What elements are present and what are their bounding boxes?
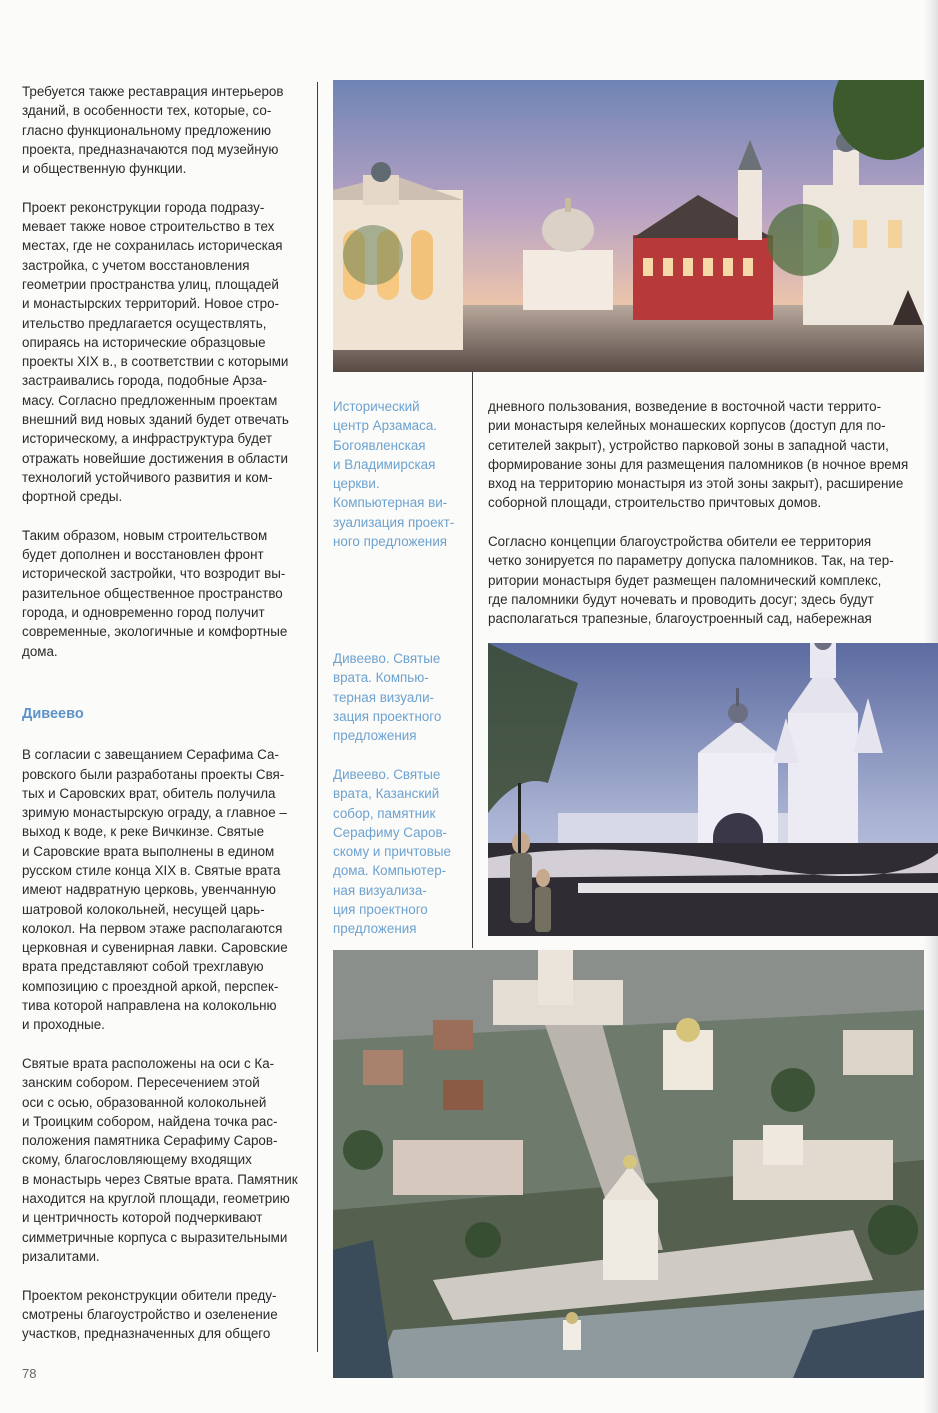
- text-line: предложения: [333, 921, 417, 937]
- text-line: тива которой направлена на колокольню: [22, 998, 277, 1014]
- text-line: формирование зоны для размещения паломников (в ночное время: [488, 456, 909, 472]
- text-line: геометрии пространства улиц, площадей: [22, 276, 279, 292]
- text-line: находится на круглой площади, геометрию: [22, 1191, 290, 1207]
- paragraph-historic-front: [22, 526, 306, 661]
- text-line: опираясь на исторические образцовые: [22, 334, 266, 350]
- text-line: отражать новейшие достижения в области: [22, 450, 288, 466]
- text-line: гласно функциональному предложению: [22, 122, 272, 138]
- text-line: технологий устойчивого развития и ком-: [22, 469, 273, 485]
- text-line: ровского были разработаны проекты Свя-: [22, 766, 285, 782]
- text-line: Согласно концепции благоустройства обители ее территория: [488, 534, 872, 550]
- text-line: современные, экологичные и комфортные: [22, 624, 288, 640]
- text-line: разительное общественное пространство: [22, 585, 283, 601]
- text-line: скому и причтовые: [333, 844, 451, 860]
- text-line: ная визуализа-: [333, 882, 427, 898]
- paragraph-day-use: [488, 397, 928, 513]
- text-line: дневного пользования, возведение в восточной части террито-: [488, 399, 882, 414]
- text-line: ного предложения: [333, 534, 448, 550]
- text-line: скому, благословляющему входящих: [22, 1152, 252, 1168]
- text-line: и проходные.: [22, 1017, 105, 1033]
- photo-arzamas-center: [333, 80, 924, 372]
- text-line: и центричность которой подчеркивают: [22, 1210, 263, 1226]
- column-rule-middle: [472, 370, 473, 948]
- section-heading-diveevo: Дивеево: [22, 705, 84, 722]
- text-line: сетителей закрыт), устройство парковой зоны в западной части,: [488, 437, 889, 453]
- text-line: предложения: [333, 728, 417, 744]
- diveevo-gates-illustration: [488, 643, 938, 936]
- text-line: и монастырских территорий. Новое стро-: [22, 296, 280, 312]
- aerial-illustration: [333, 950, 924, 1378]
- text-line: дома. Компьютер-: [333, 863, 447, 879]
- text-line: где паломники будут ночевать и проводить досуг; здесь будут: [488, 591, 874, 607]
- text-line: зданий, в особенности тех, которые, со-: [22, 103, 272, 119]
- text-line: Серафиму Саров-: [333, 824, 448, 840]
- paragraph-gates: [22, 745, 306, 1034]
- paragraph-restoration: [22, 82, 306, 178]
- text-line: русском стиле конца XIX в. Святые врата: [22, 862, 281, 878]
- text-line: колокол. На первом этаже располагаются: [22, 920, 283, 936]
- page-number: 78: [22, 1366, 37, 1381]
- text-line: соборной площади, строительство причтовых домов.: [488, 495, 822, 511]
- text-line: зуализация проект-: [333, 514, 455, 530]
- text-line: церковная и сувенирная лавки. Саровские: [22, 940, 288, 956]
- text-line: тых и Саровских врат, обитель получила: [22, 785, 276, 801]
- text-line: дома.: [22, 643, 58, 659]
- caption-kazan-cathedral: [333, 765, 469, 939]
- text-line: оси с осью, образованной колокольней: [22, 1094, 267, 1110]
- text-line: застройка, с учетом восстановления: [22, 257, 250, 273]
- text-line: четко зонируется по параметру допуска паломников. Так, на тер-: [488, 553, 894, 569]
- text-line: терная визуали-: [333, 689, 435, 705]
- text-line: города, и одновременно город получит: [22, 605, 265, 621]
- text-line: проекта, предназначаются под музейную: [22, 141, 279, 157]
- paragraph-axis: [22, 1054, 306, 1266]
- column-rule-left: [317, 82, 318, 1352]
- text-line: ритории монастыря будет размещен паломнический комплекс,: [488, 572, 882, 588]
- text-line: Проект реконструкции города подразу-: [22, 199, 265, 215]
- text-line: масу. Согласно предложенным проектам: [22, 392, 278, 408]
- text-line: и Троицким собором, найдена точка рас-: [22, 1113, 278, 1129]
- text-line: В согласии с завещанием Серафима Са-: [22, 747, 279, 763]
- text-line: и Владимирская: [333, 456, 436, 472]
- text-line: фортной среды.: [22, 489, 123, 505]
- text-line: ительство предлагается осуществлять,: [22, 315, 267, 331]
- caption-holy-gates: [333, 649, 469, 745]
- text-line: будет дополнен и восстановлен фронт: [22, 547, 264, 563]
- text-line: церкви.: [333, 476, 380, 492]
- text-line: располагаться трапезные, благоустроенный сад, набережная: [488, 611, 872, 627]
- text-line: вход на территорию монастыря из этой зоны закрыт), расширение: [488, 476, 904, 492]
- text-line: Исторический: [333, 399, 420, 414]
- text-line: участков, предназначенных для общего: [22, 1326, 271, 1342]
- text-line: врата представляют собой трехглавую: [22, 959, 264, 975]
- text-line: врата. Компью-: [333, 670, 429, 686]
- right-text-column: [488, 397, 928, 629]
- text-line: и общественную функции.: [22, 161, 187, 177]
- text-line: Дивеево. Святые: [333, 651, 441, 666]
- text-line: имеют надвратную церковь, увенчанную: [22, 882, 276, 898]
- text-line: занским собором. Пересечением этой: [22, 1075, 260, 1091]
- text-line: и Саровские врата выполнены в едином: [22, 843, 275, 859]
- text-line: зация проектного: [333, 708, 442, 724]
- text-line: местах, где не сохранилась историческая: [22, 238, 283, 254]
- text-line: зримую монастырскую ограду, а главное –: [22, 805, 287, 821]
- text-line: собор, памятник: [333, 805, 436, 821]
- text-line: проекты XIX в., в соответствии с которыми: [22, 354, 289, 370]
- text-line: центр Арзамаса.: [333, 418, 437, 434]
- left-text-column: [22, 82, 306, 1343]
- text-line: внешний вид новых зданий будет отвечать: [22, 412, 289, 428]
- text-line: смотрены благоустройство и озеленение: [22, 1306, 278, 1322]
- arzamas-illustration: [333, 80, 924, 372]
- paragraph-new-construction: [22, 198, 306, 507]
- paragraph-zoning: [488, 532, 928, 628]
- text-line: Богоявленская: [333, 437, 426, 453]
- text-line: Компьютерная ви-: [333, 495, 448, 511]
- caption-arzamas: [333, 397, 469, 551]
- photo-diveevo-aerial: [333, 950, 924, 1378]
- text-line: врата, Казанский: [333, 786, 440, 802]
- text-line: застраивались города, подобные Арза-: [22, 373, 268, 389]
- paragraph-landscaping: [22, 1286, 306, 1344]
- text-line: в монастырь через Святые врата. Памятник: [22, 1171, 298, 1187]
- text-line: выход к воде, к реке Вичкинзе. Святые: [22, 824, 265, 840]
- text-line: Таким образом, новым строительством: [22, 527, 268, 543]
- text-line: Требуется также реставрация интерьеров: [22, 84, 284, 99]
- text-line: Святые врата расположены на оси с Ка-: [22, 1055, 275, 1071]
- photo-diveevo-gates: [488, 643, 938, 936]
- text-line: симметричные корпуса с выразительными: [22, 1229, 288, 1245]
- text-line: рии монастыря келейных монашеских корпусов (доступ для по-: [488, 418, 886, 434]
- text-line: мевает также новое строительство в тех: [22, 219, 275, 235]
- text-line: исторической застройки, что возродит вы-: [22, 566, 286, 582]
- text-line: композицию с проездной аркой, перспек-: [22, 978, 279, 994]
- text-line: положения памятника Серафиму Саров-: [22, 1133, 278, 1149]
- text-line: историческому, а инфраструктура будет: [22, 431, 273, 447]
- text-line: ризалитами.: [22, 1248, 100, 1264]
- text-line: Проектом реконструкции обители преду-: [22, 1287, 277, 1303]
- text-line: шатровой колокольней, несущей царь-: [22, 901, 265, 917]
- text-line: Дивеево. Святые: [333, 767, 441, 782]
- text-line: ция проектного: [333, 902, 428, 918]
